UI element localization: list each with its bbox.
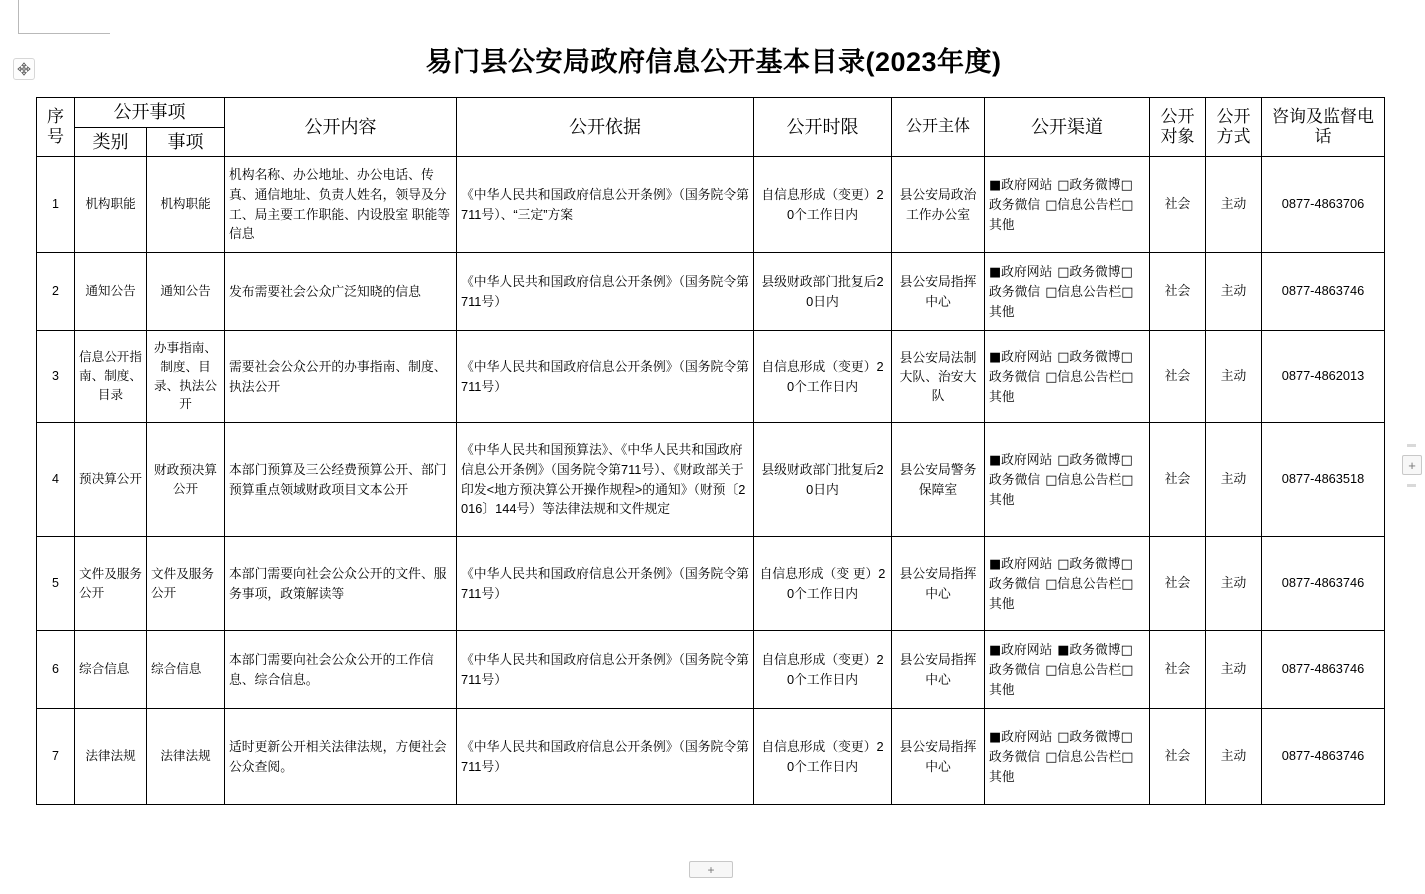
column-edge-marker-top [1407,444,1416,447]
cell-index: 4 [37,423,75,537]
channel-option-label: 信息公告栏 [1057,471,1122,487]
table-row [37,157,1385,253]
channel-option-label: 政务微博 [1069,348,1121,364]
channel-option-label: 信息公告栏 [1057,661,1122,677]
cell-channel [985,331,1150,423]
cell-method: 主动 [1206,423,1262,537]
cell-category: 预决算公开 [75,423,147,537]
checkbox-icon[interactable]: □ [1121,576,1134,592]
cell-basis: 《中华人民共和国政府信息公开条例》（国务院令第711号）、“三定”方案 [457,157,754,253]
cell-category: 通知公告 [75,253,147,331]
channel-option-label: 政府网站 [1001,728,1053,744]
checkbox-icon[interactable]: □ [1120,642,1133,658]
cell-channel [985,253,1150,331]
cell-subject: 县公安局指挥中心 [892,709,985,805]
cell-subject: 县公安局警务保障室 [892,423,985,537]
channel-option-website[interactable] [989,556,1052,571]
channel-option-label: 其他 [989,769,1015,785]
cell-phone: 0877-4863518 [1262,423,1385,537]
checkbox-icon[interactable]: ■ [1057,642,1070,658]
checkbox-icon[interactable]: □ [1120,729,1133,745]
channel-option-weibo[interactable] [1057,729,1120,744]
table-row [37,331,1385,423]
cell-subject: 县公安局法制大队、治安大队 [892,331,985,423]
channel-option-bulletin[interactable] [1045,576,1121,591]
cell-content: 机构名称、办公地址、办公电话、传真、通信地址、负责人姓名，领导及分工、局主要工作职能、内设股室 职能等信息 [225,157,457,253]
cell-time-limit: 自信息形成（变更）20个工作日内 [754,631,892,709]
cell-phone: 0877-4863746 [1262,631,1385,709]
cell-subject: 县公安局政治工作办公室 [892,157,985,253]
table-row [37,537,1385,631]
cell-method: 主动 [1206,631,1262,709]
table-row [37,631,1385,709]
channel-option-website[interactable] [989,452,1052,467]
cell-time-limit: 自信息形成（变更）20个工作日内 [754,331,892,423]
checkbox-icon[interactable]: ■ [989,452,1002,468]
channel-option-bulletin[interactable] [1045,369,1121,384]
header-open-matter: 公开事项 [75,98,225,128]
header-time-limit: 公开时限 [754,98,892,157]
cell-index: 7 [37,709,75,805]
cell-channel [985,709,1150,805]
channel-option-label: 其他 [989,492,1015,508]
cell-content: 本部门需要向社会公众公开的工作信息、综合信息。 [225,631,457,709]
checkbox-icon[interactable]: □ [1121,369,1134,385]
checkbox-icon[interactable]: □ [1057,177,1070,193]
channel-option-weibo[interactable] [1057,556,1120,571]
checkbox-icon[interactable]: □ [1120,452,1133,468]
channel-option-label: 政务微博 [1069,451,1121,467]
cell-category: 信息公开指南、制度、目录 [75,331,147,423]
channel-option-label: 政务微博 [1069,641,1121,657]
cell-phone: 0877-4863746 [1262,253,1385,331]
channel-option-label: 政务微信 [989,471,1041,487]
cell-channel [985,631,1150,709]
channel-option-label: 政务微信 [989,196,1041,212]
channel-option-label: 信息公告栏 [1057,283,1122,299]
channel-option-label: 其他 [989,304,1015,320]
insert-row-button[interactable]: + [689,861,733,878]
cell-time-limit: 自信息形成（变 更）20个工作日内 [754,537,892,631]
channel-option-label: 政务微博 [1069,555,1121,571]
channel-option-label: 其他 [989,389,1015,405]
cell-content: 发布需要社会公众广泛知晓的信息 [225,253,457,331]
channel-option-label: 政务微博 [1069,728,1121,744]
cell-phone: 0877-4863746 [1262,709,1385,805]
checkbox-icon[interactable]: □ [1121,197,1134,213]
cell-basis: 《中华人民共和国政府信息公开条例》（国务院令第711号） [457,331,754,423]
channel-option-bulletin[interactable] [1045,749,1121,764]
checkbox-icon[interactable]: ■ [989,729,1002,745]
checkbox-icon[interactable]: □ [1120,556,1133,572]
cell-index: 3 [37,331,75,423]
channel-option-website[interactable] [989,729,1052,744]
table-row [37,253,1385,331]
cell-time-limit: 县级财政部门批复后20日内 [754,423,892,537]
checkbox-icon[interactable]: □ [1045,576,1058,592]
header-basis: 公开依据 [457,98,754,157]
channel-option-label: 信息公告栏 [1057,368,1122,384]
disclosure-catalog-table [36,97,1385,805]
checkbox-icon[interactable]: □ [1045,284,1058,300]
cell-category: 法律法规 [75,709,147,805]
checkbox-icon[interactable]: □ [1057,729,1070,745]
cell-method: 主动 [1206,709,1262,805]
channel-option-bulletin[interactable] [1045,197,1121,212]
cell-subject: 县公安局指挥中心 [892,253,985,331]
checkbox-icon[interactable]: □ [1121,662,1134,678]
channel-option-label: 其他 [989,217,1015,233]
cell-category: 机构职能 [75,157,147,253]
header-phone: 咨询及监督电话 [1262,98,1385,157]
checkbox-icon[interactable]: □ [1045,472,1058,488]
cell-channel [985,157,1150,253]
cell-item: 法律法规 [147,709,225,805]
cell-time-limit: 自信息形成（变更）20个工作日内 [754,157,892,253]
table-header-row-1 [37,98,1385,128]
checkbox-icon[interactable]: ■ [989,264,1002,280]
channel-option-label: 其他 [989,596,1015,612]
header-content: 公开内容 [225,98,457,157]
cell-index: 1 [37,157,75,253]
move-cross-icon [17,62,31,76]
cell-index: 2 [37,253,75,331]
channel-option-website[interactable] [989,177,1052,192]
cell-basis: 《中华人民共和国政府信息公开条例》（国务院令第711号） [457,709,754,805]
cell-item: 办事指南、制度、目录、执法公开 [147,331,225,423]
channel-option-label: 信息公告栏 [1057,196,1122,212]
cell-basis: 《中华人民共和国政府信息公开条例》（国务院令第711号） [457,537,754,631]
channel-option-weibo[interactable] [1057,264,1120,279]
channel-option-label: 政府网站 [1001,263,1053,279]
channel-option-website[interactable] [989,349,1052,364]
checkbox-icon[interactable]: □ [1057,556,1070,572]
checkbox-icon[interactable]: ■ [989,556,1002,572]
cell-object: 社会 [1150,709,1206,805]
channel-option-label: 政务微信 [989,368,1041,384]
cell-channel [985,423,1150,537]
cell-method: 主动 [1206,157,1262,253]
channel-option-label: 政府网站 [1001,348,1053,364]
channel-option-label: 政府网站 [1001,641,1053,657]
channel-option-label: 政务微博 [1069,176,1121,192]
table-move-handle[interactable] [13,58,35,80]
checkbox-icon[interactable]: □ [1057,452,1070,468]
checkbox-icon[interactable]: □ [1120,264,1133,280]
channel-option-label: 信息公告栏 [1057,575,1122,591]
table-row [37,423,1385,537]
header-object: 公开对象 [1150,98,1206,157]
cell-object: 社会 [1150,631,1206,709]
channel-option-label: 政务微信 [989,575,1041,591]
cell-phone: 0877-4863746 [1262,537,1385,631]
cell-object: 社会 [1150,537,1206,631]
checkbox-icon[interactable]: □ [1121,284,1134,300]
cell-subject: 县公安局指挥中心 [892,537,985,631]
channel-option-label: 政务微信 [989,661,1041,677]
checkbox-icon[interactable]: □ [1121,749,1134,765]
header-category: 类别 [75,127,147,157]
cell-content: 本部门预算及三公经费预算公开、部门预算重点领域财政项目文本公开 [225,423,457,537]
document-body [36,10,1391,805]
channel-option-label: 政务微信 [989,748,1041,764]
checkbox-icon[interactable]: □ [1120,349,1133,365]
cell-phone: 0877-4862013 [1262,331,1385,423]
table-row [37,709,1385,805]
checkbox-icon[interactable]: □ [1045,749,1058,765]
cell-time-limit: 自信息形成（变更）20个工作日内 [754,709,892,805]
header-index: 序号 [37,98,75,157]
header-subject: 公开主体 [892,98,985,157]
cell-item: 财政预决算公开 [147,423,225,537]
cell-item: 机构职能 [147,157,225,253]
cell-subject: 县公安局指挥中心 [892,631,985,709]
channel-option-bulletin[interactable] [1045,662,1121,677]
channel-option-label: 政务微信 [989,283,1041,299]
cell-item: 综合信息 [147,631,225,709]
cell-phone: 0877-4863706 [1262,157,1385,253]
checkbox-icon[interactable]: □ [1057,349,1070,365]
column-edge-marker-bottom [1407,484,1416,487]
cell-basis: 《中华人民共和国政府信息公开条例》（国务院令第711号） [457,631,754,709]
channel-option-website[interactable] [989,642,1052,657]
cell-content: 需要社会公众公开的办事指南、制度、执法公开 [225,331,457,423]
table-body [37,157,1385,805]
checkbox-icon[interactable]: □ [1057,264,1070,280]
cell-object: 社会 [1150,157,1206,253]
cell-channel [985,537,1150,631]
checkbox-icon[interactable]: □ [1045,197,1058,213]
cell-item: 文件及服务公开 [147,537,225,631]
checkbox-icon[interactable]: ■ [989,642,1002,658]
channel-option-label: 其他 [989,682,1015,698]
cell-basis: 《中华人民共和国预算法》、《中华人民共和国政府信息公开条例》（国务院令第711号）、《财政部关于印发<地方预决算公开操作规程>的通知》（财预〔2016〕144号）等法律法规和文件规定 [457,423,754,537]
checkbox-icon[interactable]: □ [1121,472,1134,488]
channel-option-label: 政府网站 [1001,176,1053,192]
channel-option-label: 政府网站 [1001,555,1053,571]
cell-content: 适时更新公开相关法律法规，方便社会公众查阅。 [225,709,457,805]
cell-object: 社会 [1150,253,1206,331]
insert-column-button[interactable]: + [1402,455,1422,475]
cell-index: 6 [37,631,75,709]
cell-index: 5 [37,537,75,631]
cell-item: 通知公告 [147,253,225,331]
channel-option-label: 信息公告栏 [1057,748,1122,764]
cell-object: 社会 [1150,331,1206,423]
channel-option-weibo[interactable] [1057,642,1120,657]
channel-option-website[interactable] [989,264,1052,279]
cell-category: 文件及服务公开 [75,537,147,631]
header-channel: 公开渠道 [985,98,1150,157]
cell-method: 主动 [1206,537,1262,631]
cell-method: 主动 [1206,253,1262,331]
cell-time-limit: 县级财政部门批复后20日内 [754,253,892,331]
channel-option-label: 政务微博 [1069,263,1121,279]
checkbox-icon[interactable]: ■ [989,349,1002,365]
channel-option-weibo[interactable] [1057,349,1120,364]
checkbox-icon[interactable]: ■ [989,177,1002,193]
header-item: 事项 [147,127,225,157]
channel-option-weibo[interactable] [1057,452,1120,467]
channel-option-bulletin[interactable] [1045,284,1121,299]
cell-basis: 《中华人民共和国政府信息公开条例》（国务院令第711号） [457,253,754,331]
cell-object: 社会 [1150,423,1206,537]
checkbox-icon[interactable]: □ [1120,177,1133,193]
channel-option-label: 政府网站 [1001,451,1053,467]
channel-option-weibo[interactable] [1057,177,1120,192]
checkbox-icon[interactable]: □ [1045,662,1058,678]
cell-category: 综合信息 [75,631,147,709]
channel-option-bulletin[interactable] [1045,472,1121,487]
page-title: 易门县公安局政府信息公开基本目录(2023年度) [425,47,1002,77]
cell-content: 本部门需要向社会公众公开的文件、服务事项，政策解读等 [225,537,457,631]
cell-method: 主动 [1206,331,1262,423]
checkbox-icon[interactable]: □ [1045,369,1058,385]
header-method: 公开方式 [1206,98,1262,157]
